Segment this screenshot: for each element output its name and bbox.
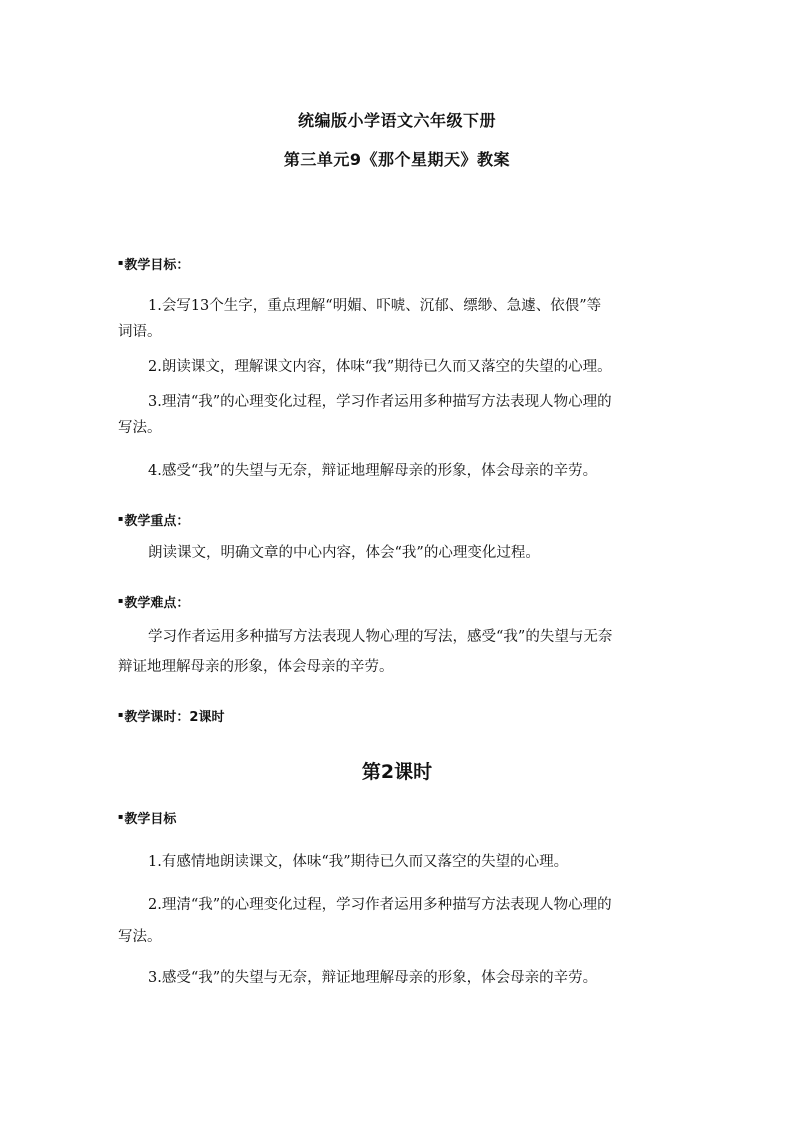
lesson-goal-item-2-line-1: 2.理清“我”的心理变化过程，学习作者运用多种描写方法表现人物心理的: [148, 897, 612, 913]
section-heading-label: 教学目标：: [124, 258, 190, 273]
difficult-point-line-2: 辩证地理解母亲的形象，体会母亲的辛劳。: [118, 659, 394, 675]
lesson-goal-item-2-line-2: 写法。: [118, 929, 162, 945]
document-subtitle: 第三单元9《那个星期天》教案: [283, 150, 511, 169]
goal-item-4: [118, 458, 680, 484]
difficult-point-line-1: 学习作者运用多种描写方法表现人物心理的写法，感受“我”的失望与无奈: [148, 629, 613, 645]
goal-item-3: [118, 389, 680, 441]
bullet-icon: ▪: [118, 812, 124, 821]
lesson-goal-item-3-line-1: 3.感受“我”的失望与无奈，辩证地理解母亲的形象，体会母亲的辛劳。: [148, 970, 598, 986]
section-heading-lesson-goals: [118, 808, 176, 827]
goal-item-1-line-1: 1.会写13个生字，重点理解“明媚、吓唬、沉郁、缥缈、急遽、依偎”等: [148, 298, 602, 314]
section-heading-difficult: [118, 592, 189, 611]
bullet-icon: ▪: [118, 514, 124, 523]
section-heading-label: 教学重点：: [124, 514, 190, 529]
lesson-goal-item-1-line-1: 1.有感情地朗读课文，体味“我”期待已久而又落空的失望的心理。: [148, 854, 569, 870]
lesson-goal-item-3: [118, 965, 680, 991]
bullet-icon: ▪: [118, 258, 124, 267]
difficult-point-text: [118, 624, 680, 680]
section-heading-label: 教学难点：: [124, 596, 190, 611]
section-heading-key: [118, 510, 189, 529]
section-heading-label: 教学课时：2课时: [124, 710, 225, 725]
goal-item-2-line-1: 2.朗读课文，理解课文内容，体味“我”期待已久而又落空的失望的心理。: [148, 359, 612, 375]
document-title: 统编版小学语文六年级下册: [297, 111, 496, 130]
key-point-text: [118, 540, 680, 566]
bullet-icon: ▪: [118, 596, 124, 605]
lesson-goal-item-2: [118, 892, 680, 950]
goal-item-3-line-2: 写法。: [118, 420, 162, 436]
bullet-icon: ▪: [118, 710, 124, 719]
section-heading-goals: [118, 254, 189, 273]
lesson-goal-item-1: [118, 849, 680, 875]
goal-item-4-line-1: 4.感受“我”的失望与无奈，辩证地理解母亲的形象，体会母亲的辛劳。: [148, 463, 598, 479]
goal-item-2: [118, 354, 680, 380]
goal-item-1: [118, 293, 680, 345]
lesson-title: 第2课时: [361, 761, 433, 783]
key-point-line: 朗读课文，明确文章的中心内容，体会“我”的心理变化过程。: [148, 545, 540, 561]
section-heading-label: 教学目标: [124, 812, 177, 827]
goal-item-1-line-2: 词语。: [118, 324, 162, 340]
goal-item-3-line-1: 3.理清“我”的心理变化过程，学习作者运用多种描写方法表现人物心理的: [148, 394, 612, 410]
section-heading-hours: [118, 706, 224, 725]
